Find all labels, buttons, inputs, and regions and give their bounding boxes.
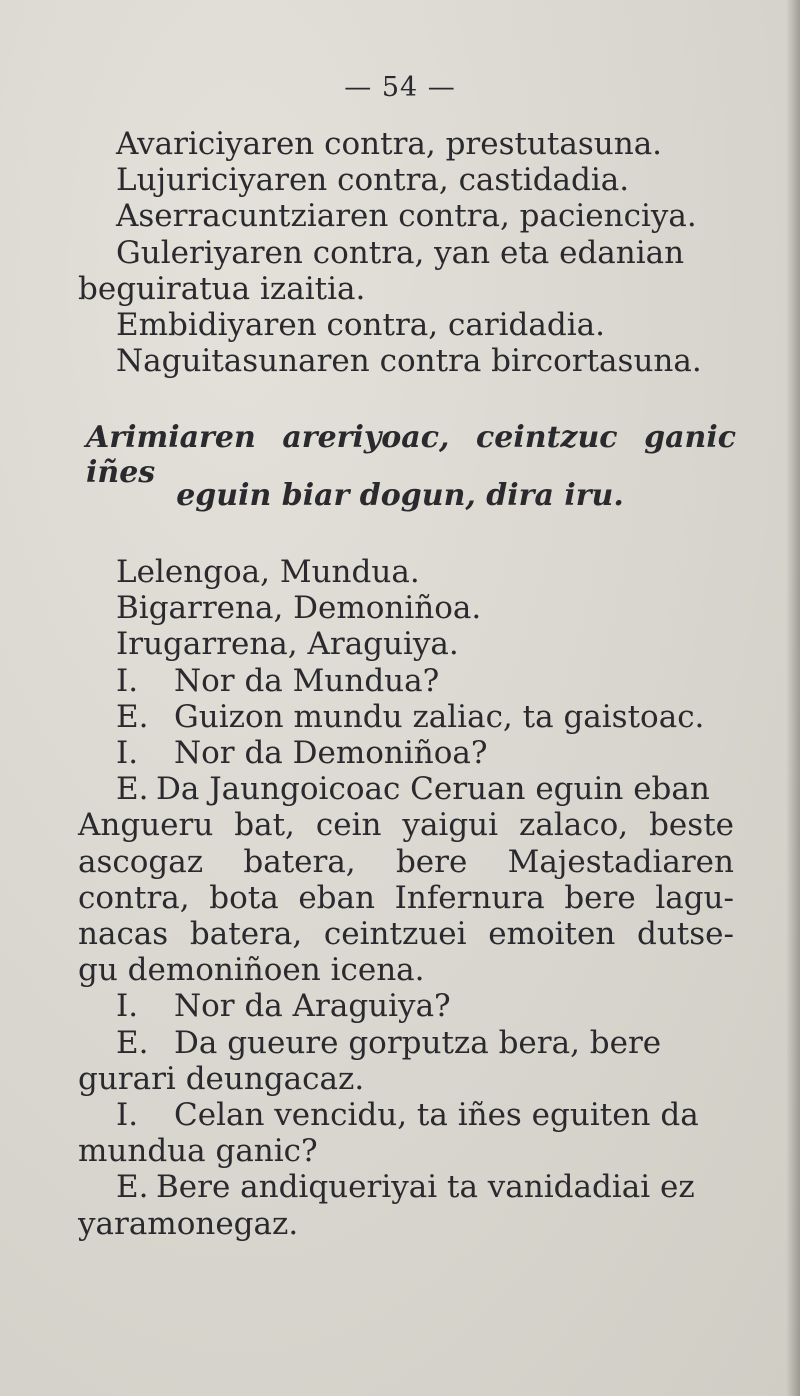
qa-text: Bere andiqueriyai ta vanidadiai ez xyxy=(156,1169,695,1206)
paragraph-line: gurari deungacaz. xyxy=(78,1060,365,1097)
virtues-list xyxy=(78,126,734,379)
enemies-list xyxy=(78,554,734,1242)
paragraph-line: mundua ganic? xyxy=(78,1133,318,1170)
section-heading-line-2: eguin biar dogun, dira iru. xyxy=(176,478,624,513)
qa-text: Da gueure gorputza bera, bere xyxy=(174,1024,662,1061)
qa-line xyxy=(78,699,734,735)
qa-text: Da Jaungoicoac Ceruan eguin eban xyxy=(156,771,710,808)
qa-marker: I. xyxy=(116,662,139,699)
qa-text: Nor da Araguiya? xyxy=(174,988,451,1025)
qa-text: Nor da Demoniñoa? xyxy=(174,735,488,772)
paragraph-line: gu demoniñoen icena. xyxy=(78,952,425,989)
qa-marker: E. xyxy=(116,771,149,808)
paragraph-line: ascogaz batera, bere Majestadiaren xyxy=(78,843,734,880)
qa-line xyxy=(78,1169,734,1205)
qa-marker: E. xyxy=(116,698,149,735)
virtue-line: Aserracuntziaren contra, pacienciya. xyxy=(116,198,697,235)
enemy-line: Irugarrena, Araguiya. xyxy=(116,626,459,663)
qa-text: Guizon mundu zaliac, ta gaistoac. xyxy=(174,698,705,735)
qa-line xyxy=(78,1025,734,1061)
paragraph-line: yaramonegaz. xyxy=(78,1205,299,1242)
qa-line xyxy=(78,663,734,699)
page-edge-shadow xyxy=(786,0,800,1396)
qa-marker: I. xyxy=(116,1097,139,1134)
virtue-line: beguiratua izaitia. xyxy=(78,270,366,307)
qa-text: Nor da Mundua? xyxy=(174,662,440,699)
qa-line xyxy=(78,988,734,1024)
qa-marker: E. xyxy=(116,1024,149,1061)
virtue-line: Lujuriciyaren contra, castidadia. xyxy=(116,162,630,199)
qa-marker: I. xyxy=(116,735,139,772)
qa-line xyxy=(78,771,734,807)
virtue-line: Naguitasunaren contra bircortasuna. xyxy=(116,343,702,380)
paragraph-line: contra, bota eban Infernura bere lagu- xyxy=(78,879,734,916)
virtue-line: Avariciyaren contra, prestutasuna. xyxy=(116,126,663,162)
enemy-line: Lelengoa, Mundua. xyxy=(116,554,420,590)
qa-marker: I. xyxy=(116,988,139,1025)
page-number: — 54 — xyxy=(344,72,456,103)
section-heading-line-1: Arimiaren areriyoac, ceintzuc ganic iñes xyxy=(86,420,736,490)
virtue-line: Embidiyaren contra, caridadia. xyxy=(116,307,605,344)
virtue-line: Guleriyaren contra, yan eta edanian xyxy=(116,234,685,271)
qa-text: Celan vencidu, ta iñes eguiten da xyxy=(174,1097,699,1134)
paragraph-line: Angueru bat, cein yaigui zalaco, beste xyxy=(78,807,734,844)
qa-line xyxy=(78,735,734,771)
qa-line xyxy=(78,1097,734,1133)
qa-marker: E. xyxy=(116,1169,149,1206)
enemy-line: Bigarrena, Demoniñoa. xyxy=(116,590,482,627)
paragraph-line: nacas batera, ceintzuei emoiten dutse- xyxy=(78,916,734,953)
